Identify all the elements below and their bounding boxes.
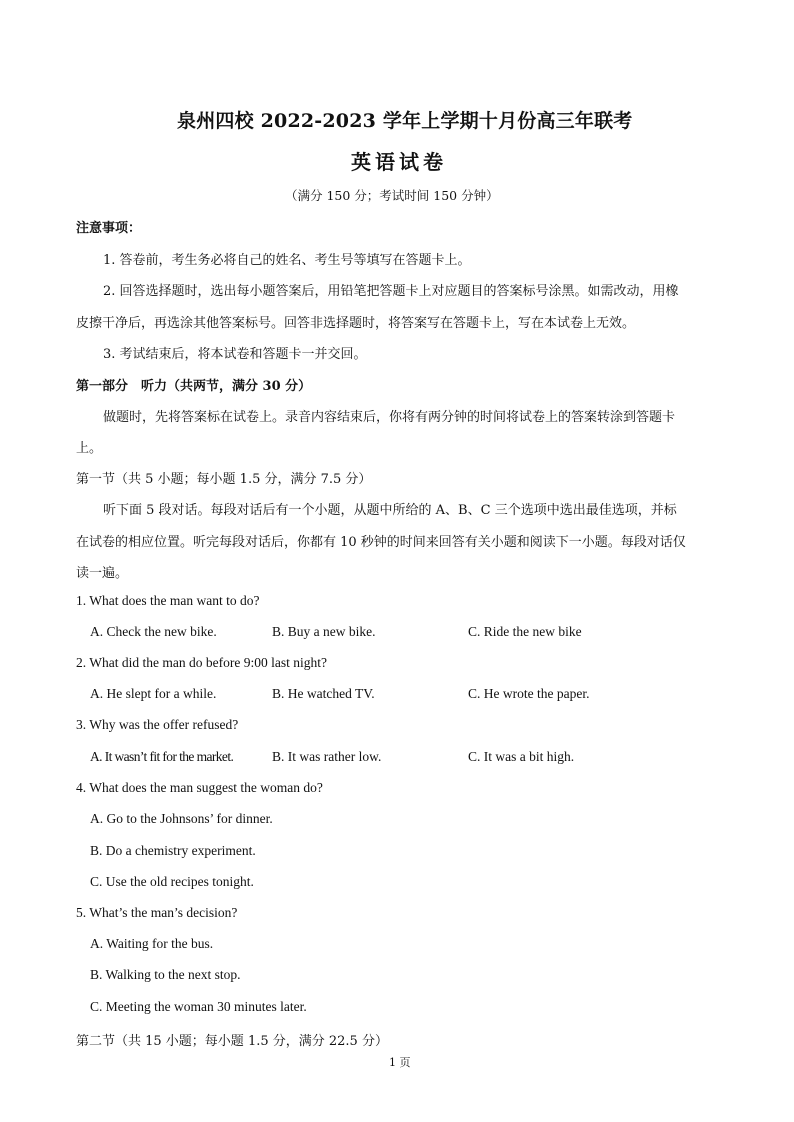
question-1-option-b: B. Buy a new bike. xyxy=(272,624,376,639)
question-2-stem: 2. What did the man do before 9:00 last night? xyxy=(76,655,327,670)
question-1-option-a: A. Check the new bike. xyxy=(90,624,217,639)
question-4-option-a: A. Go to the Johnsons’ for dinner. xyxy=(90,811,273,826)
notice-item-2-line-1: 2. 回答选择题时，选出每小题答案后，用铅笔把答题卡上对应题目的答案标号涂黑。如需改动，用橡 xyxy=(103,284,679,299)
question-3-option-b: B. It was rather low. xyxy=(272,749,382,764)
exam-subtitle: 英语试卷 xyxy=(351,150,447,174)
question-3-option-c: C. It was a bit high. xyxy=(468,749,575,764)
section1-heading: 第一节（共 5 小题；每小题 1.5 分，满分 7.5 分） xyxy=(76,472,372,487)
part1-heading: 第一部分 听力（共两节，满分 30 分） xyxy=(76,379,312,394)
section1-instruction-line-1: 听下面 5 段对话。每段对话后有一个小题，从题中所给的 A、B、C 三个选项中选出最佳选项，并标 xyxy=(103,503,677,518)
page-number: 1 页 xyxy=(389,1056,411,1069)
question-4-option-c: C. Use the old recipes tonight. xyxy=(90,874,254,889)
question-2-option-b: B. He watched TV. xyxy=(272,686,375,701)
question-4-stem: 4. What does the man suggest the woman do? xyxy=(76,780,323,795)
question-5-option-b: B. Walking to the next stop. xyxy=(90,967,241,982)
section2-heading: 第二节（共 15 小题；每小题 1.5 分，满分 22.5 分） xyxy=(76,1034,388,1049)
question-1-option-c: C. Ride the new bike xyxy=(468,624,582,639)
section1-instruction-line-3: 读一遍。 xyxy=(76,566,129,581)
part1-intro-line-1: 做题时，先将答案标在试卷上。录音内容结束后，你将有两分钟的时间将试卷上的答案转涂到答题卡 xyxy=(103,410,676,425)
question-5-option-a: A. Waiting for the bus. xyxy=(90,936,214,951)
question-2-option-a: A. He slept for a while. xyxy=(90,686,217,701)
question-2-option-c: C. He wrote the paper. xyxy=(468,686,590,701)
question-1-stem: 1. What does the man want to do? xyxy=(76,593,260,608)
question-4-option-b: B. Do a chemistry experiment. xyxy=(90,843,256,858)
question-3-stem: 3. Why was the offer refused? xyxy=(76,717,239,732)
question-3-option-a: A. It wasn’t fit for the market. xyxy=(90,749,234,764)
notice-item-3: 3. 考试结束后，将本试卷和答题卡一并交回。 xyxy=(103,347,367,362)
section1-instruction-line-2: 在试卷的相应位置。听完每段对话后，你都有 10 秒钟的时间来回答有关小题和阅读下一小题。每段对话仅 xyxy=(76,535,686,550)
question-5-stem: 5. What’s the man’s decision? xyxy=(76,905,238,920)
exam-info: （满分 150 分；考试时间 150 分钟） xyxy=(285,188,499,203)
exam-title: 泉州四校 2022-2023 学年上学期十月份高三年联考 xyxy=(177,110,633,132)
part1-intro-line-2: 上。 xyxy=(76,441,103,456)
notice-item-1: 1. 答卷前，考生务必将自己的姓名、考生号等填写在答题卡上。 xyxy=(103,253,471,268)
question-5-option-c: C. Meeting the woman 30 minutes later. xyxy=(90,999,307,1014)
notice-item-2-line-2: 皮擦干净后，再选涂其他答案标号。回答非选择题时，将答案写在答题卡上，写在本试卷上无效。 xyxy=(76,316,636,331)
notice-heading: 注意事项： xyxy=(76,221,142,236)
